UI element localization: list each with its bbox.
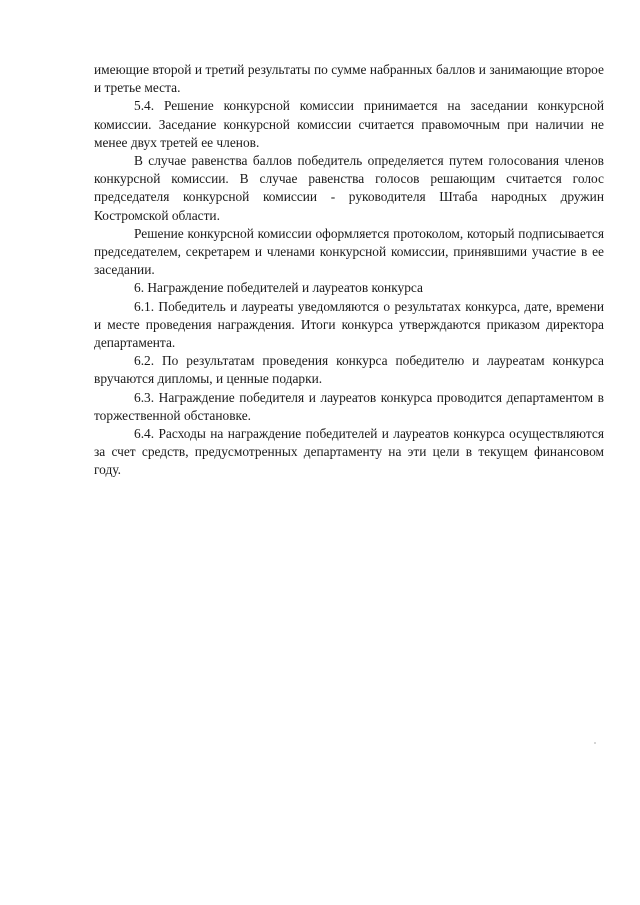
paragraph-protocol: Решение конкурсной комиссии оформляется протоколом, который подписывается председателем, секретарем и членами конкурсной комиссии, принявшими участие в ее заседании. [94, 225, 604, 278]
scan-speck [594, 742, 596, 744]
section-heading-6: 6. Награждение победителей и лауреатов конкурса [134, 280, 423, 296]
paragraph-tie-break: В случае равенства баллов победитель определяется путем голосования членов конкурсной комиссии. В случае равенства голосов решающим считается голос председателя конкурсной комиссии - руководителя Штаба народных дружин Костромской области. [94, 153, 604, 223]
document-body [94, 61, 604, 480]
paragraph-5-4: 5.4. Решение конкурсной комиссии принимается на заседании конкурсной комиссии. Заседание конкурсной комиссии считается правомочным при наличии не менее двух третей ее членов. [94, 98, 604, 150]
paragraph-6-4: 6.4. Расходы на награждение победителей и лауреатов конкурса осуществляются за счет средств, предусмотренных департаменту на эти цели в текущем финансовом году. [94, 426, 604, 478]
paragraph-6-1: 6.1. Победитель и лауреаты уведомляются о результатах конкурса, дате, времени и месте проведения награждения. Итоги конкурса утверждаются приказом директора департамента. [94, 298, 604, 351]
paragraph-6-2: 6.2. По результатам проведения конкурса победителю и лауреатам конкурса вручаются дипломы, и ценные подарки. [94, 353, 604, 387]
paragraph-6-3: 6.3. Награждение победителя и лауреатов конкурса проводится департаментом в торжественной обстановке. [94, 389, 604, 423]
paragraph-continuation: имеющие второй и третий результаты по сумме набранных баллов и занимающие второе и третье места. [94, 62, 604, 96]
